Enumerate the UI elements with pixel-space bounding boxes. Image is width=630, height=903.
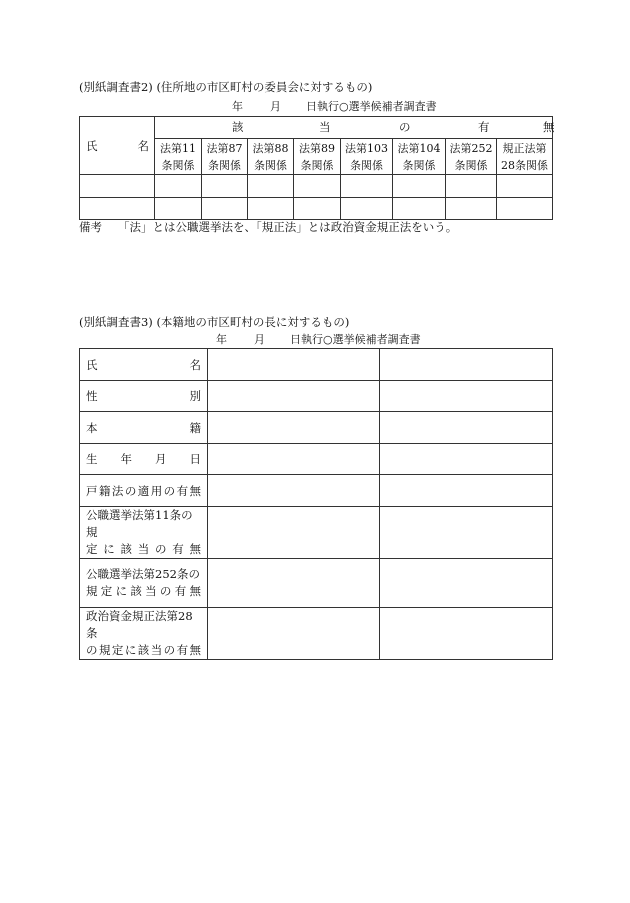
table-row (80, 198, 553, 220)
row-label-name: 氏 名 (80, 349, 208, 381)
group-char-2: 当 (319, 120, 331, 134)
law-col-8: 規正法第 28条関係 (497, 139, 553, 175)
law-col-6: 法第104 条関係 (393, 139, 446, 175)
title-day-text: 日執行○選挙候補者調査書 (290, 333, 421, 346)
name-header (80, 117, 155, 175)
note (79, 222, 552, 236)
table-row (80, 475, 553, 507)
law-col-2: 法第87 条関係 (202, 139, 248, 175)
table-row (80, 608, 553, 660)
title-month: 月 (270, 100, 281, 113)
row-label-election-law-11: 公職選挙法第11条の規 定 に 該 当 の 有 無 (80, 507, 208, 559)
row-label-birthdate: 生 年 月 日 (80, 444, 208, 475)
row-label-family-register-law: 戸 籍 法 の 適 用 の 有 無 (80, 475, 208, 507)
table-row (80, 444, 553, 475)
group-char-1: 該 (232, 120, 244, 134)
law-col-3: 法第88 条関係 (248, 139, 294, 175)
title-year: 年 (216, 333, 227, 346)
group-char-4: 有 (478, 120, 490, 134)
candidate-survey-table-2 (79, 348, 553, 660)
section2-title (216, 334, 436, 347)
title-day-text: 日執行○選挙候補者調査書 (306, 100, 437, 113)
name-header-char-1: 氏 (86, 138, 98, 153)
title-year: 年 (232, 100, 243, 113)
title-month: 月 (254, 333, 265, 346)
law-col-1: 法第11 条関係 (155, 139, 202, 175)
row-label-sex: 性 別 (80, 381, 208, 412)
candidate-survey-table-1 (79, 116, 553, 220)
table-row (80, 559, 553, 608)
law-col-4: 法第89 条関係 (294, 139, 341, 175)
applicability-group-header (155, 117, 553, 139)
row-label-political-funds-law-28: 政治資金規正法第28条 の 規 定 に 該 当 の 有 無 (80, 608, 208, 660)
row-label-registered-domicile: 本 籍 (80, 412, 208, 444)
table-row (80, 381, 553, 412)
name-header-char-2: 名 (137, 138, 149, 153)
table-row (80, 175, 553, 198)
group-char-3: の (399, 120, 411, 134)
note-label: 備考 (79, 220, 102, 234)
note-text: 「法」とは公職選挙法を、「規正法」とは政治資金規正法をいう。 (118, 220, 458, 234)
table-row (80, 412, 553, 444)
section1-title (232, 101, 452, 114)
group-char-5: 無 (543, 120, 555, 134)
section2-heading: (別紙調査書3) (本籍地の市区町村の長に対するもの) (79, 315, 350, 329)
table-row (80, 349, 553, 381)
law-col-5: 法第103 条関係 (341, 139, 393, 175)
section1-heading: (別紙調査書2) (住所地の市区町村の委員会に対するもの) (79, 80, 373, 94)
row-label-election-law-252: 公職選挙法第252条の 規 定 に 該 当 の 有 無 (80, 559, 208, 608)
table-row (80, 507, 553, 559)
law-col-7: 法第252 条関係 (446, 139, 497, 175)
